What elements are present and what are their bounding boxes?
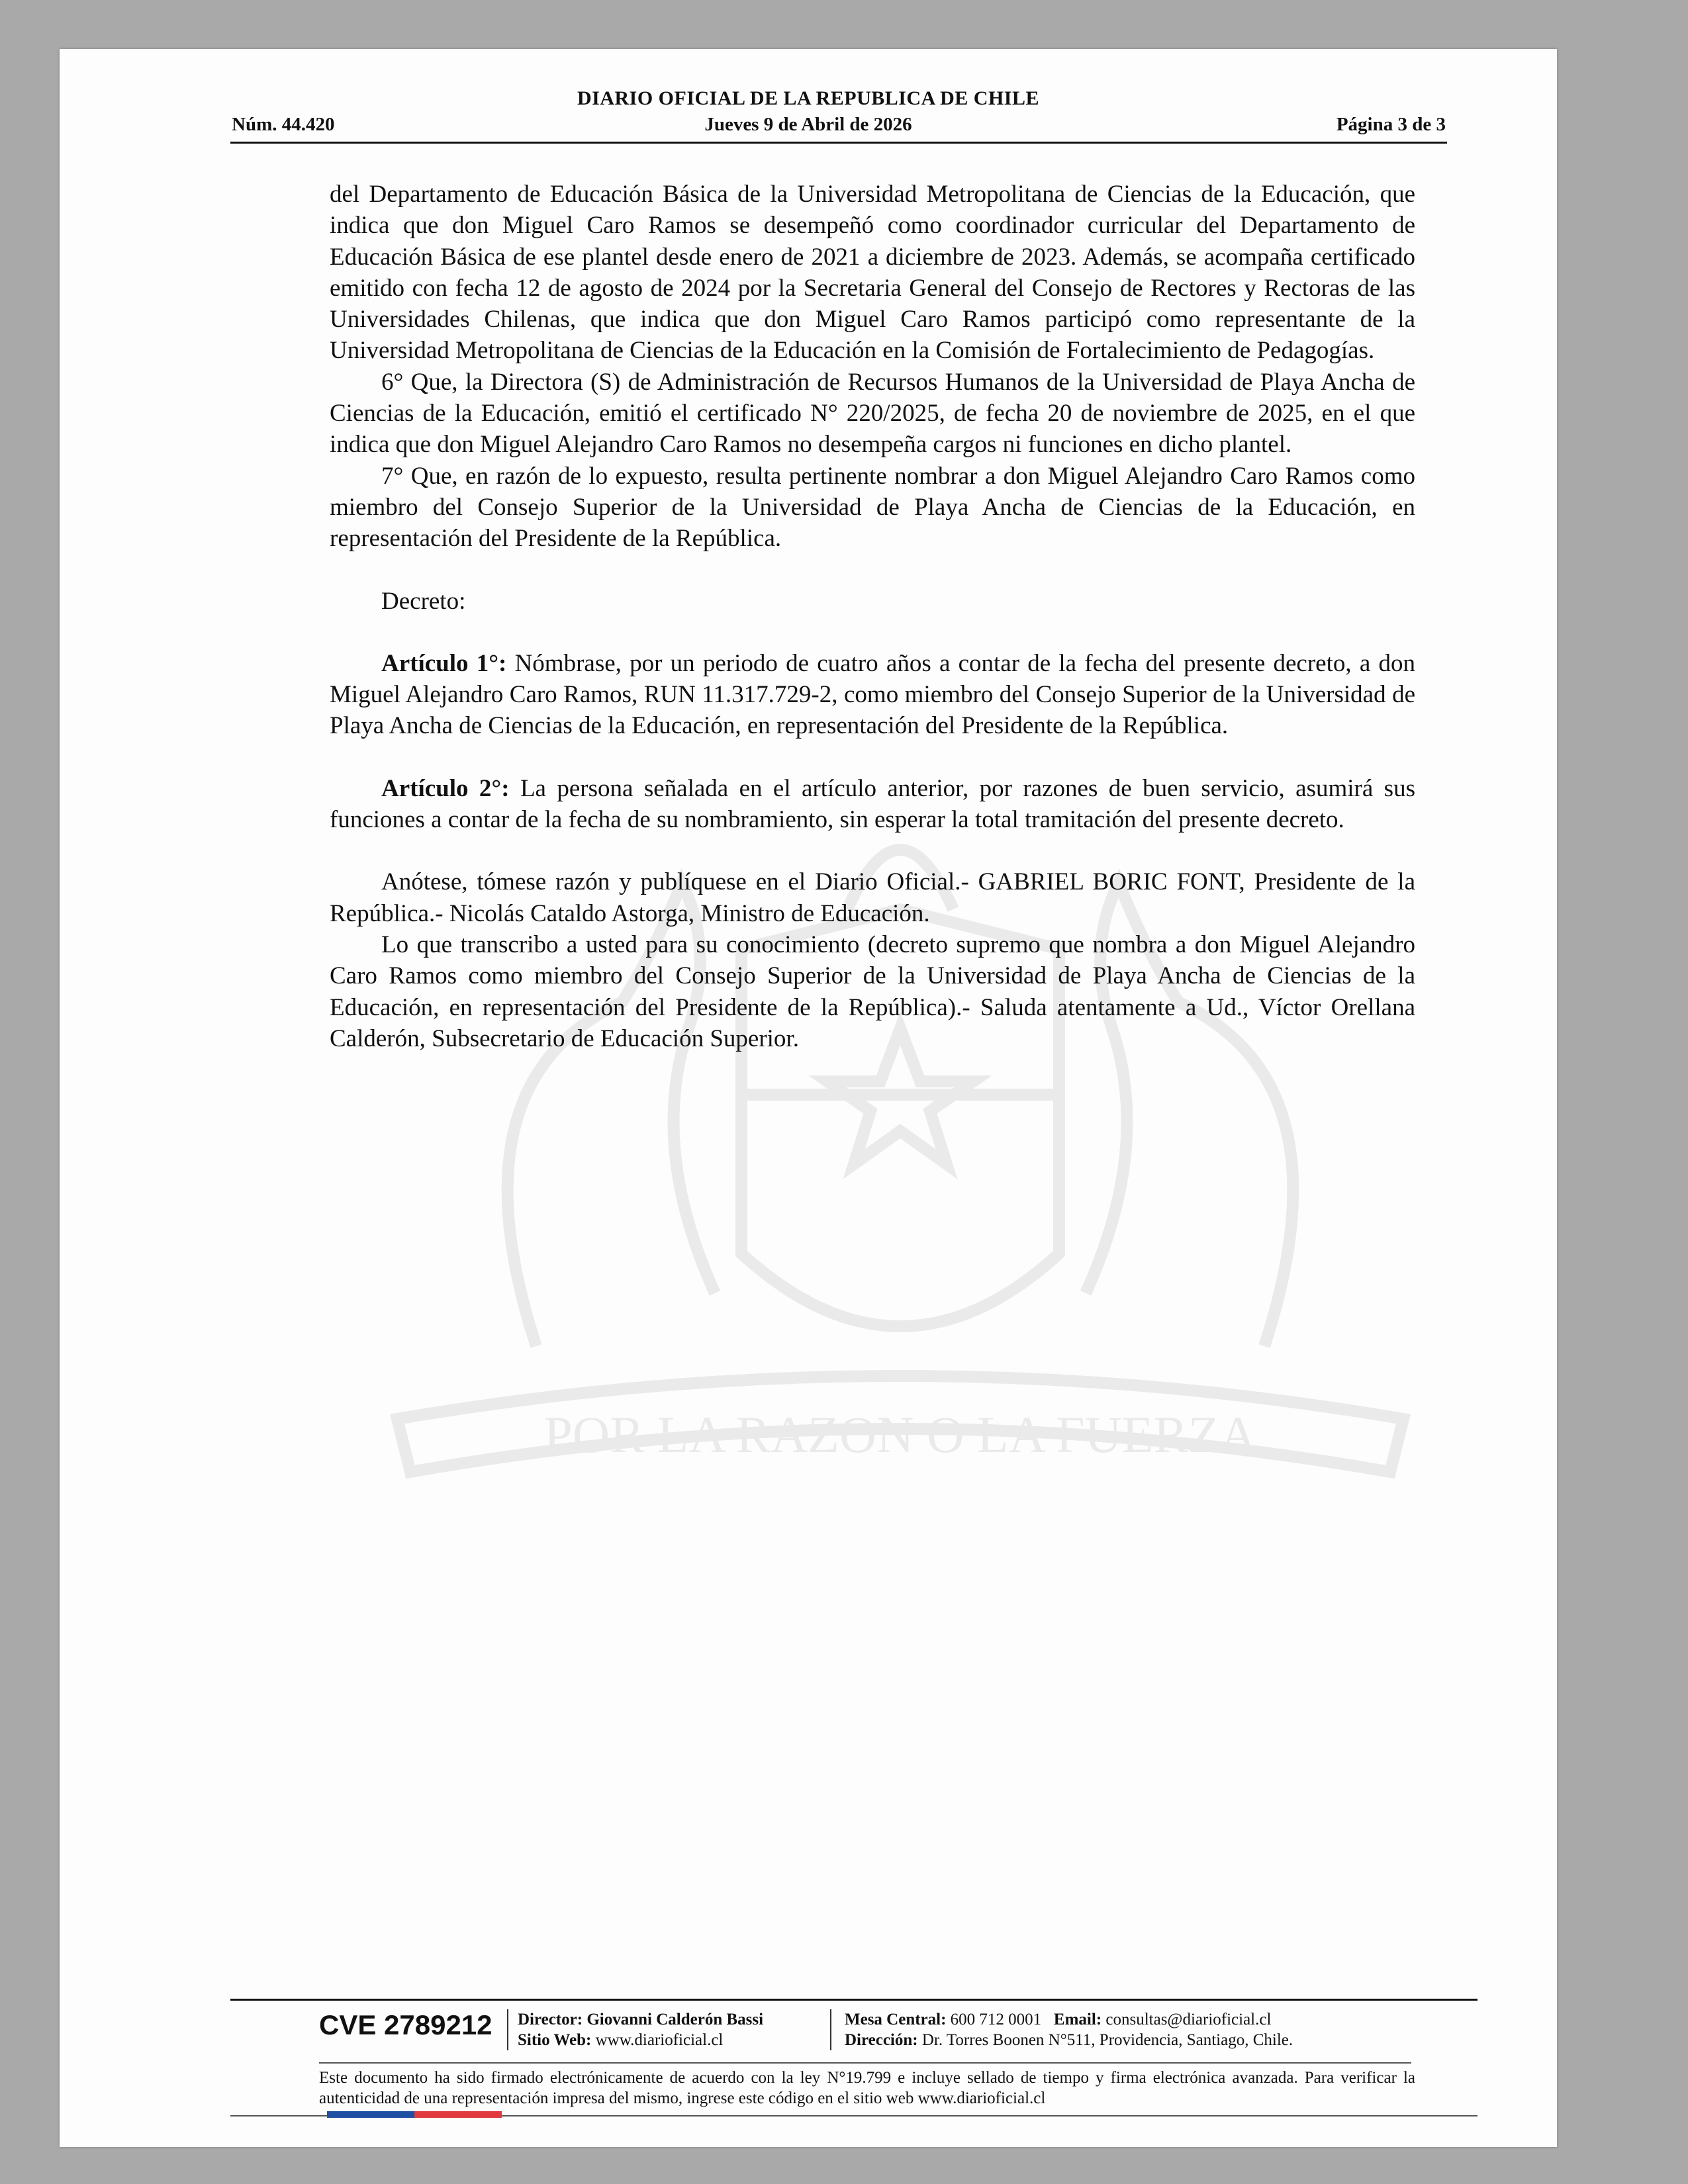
article-1-text: Nómbrase, por un periodo de cuatro años a contar de la fecha del presente decreto, a don Miguel Alejandro Caro Ramos, RUN 11.317.729-2, como miembro del Consejo Superior de la Universidad de Playa Ancha de Ciencias de la Educación, en representación del Presidente de la República. — [330, 649, 1415, 740]
paragraph-anotese: Anótese, tómese razón y publíquese en el Diario Oficial.- GABRIEL BORIC FONT, Presidente de la República.- Nicolás Cataldo Astorga, Ministro de Educación. — [330, 868, 1415, 927]
article-1-label: Artículo 1°: — [381, 649, 507, 677]
decree-body — [330, 179, 1415, 1054]
mesa-value: 600 712 0001 — [950, 2011, 1042, 2028]
paragraph-considerando-6: 6° Que, la Directora (S) de Administración de Recursos Humanos de la Universidad de Playa Ancha de Ciencias de la Educación, emitió el certificado N° 220/2025, de fecha 20 de noviembre de 2025, en el que indica que don Miguel Alejandro Caro Ramos no desempeña cargos ni funciones en dicho plantel. — [330, 368, 1415, 459]
footer-divider-mid — [319, 2062, 1411, 2064]
decreto-heading: Decreto: — [381, 587, 466, 615]
article-2 — [330, 773, 1415, 836]
mesa-label: Mesa Central: — [845, 2011, 947, 2028]
website-label: Sitio Web: — [518, 2031, 592, 2049]
footer-director-block — [518, 2009, 763, 2050]
watermark-motto: POR LA RAZON O LA FUERZA — [543, 1406, 1257, 1463]
footer-separator — [830, 2009, 831, 2050]
document-page — [60, 49, 1557, 2147]
email-link[interactable]: consultas@diarioficial.cl — [1105, 2011, 1272, 2028]
article-1 — [330, 648, 1415, 742]
article-2-label: Artículo 2°: — [381, 774, 510, 802]
page-indicator: Página 3 de 3 — [1336, 114, 1446, 135]
cve-code: CVE 2789212 — [319, 2009, 492, 2040]
electronic-signature-note: Este documento ha sido firmado electrónicamente de acuerdo con la ley N°19.799 e incluye sellado de tiempo y firma electrónica avanzada. Para verificar la autenticidad de una representación impresa del mismo, ingrese este código en el sitio web www.diarioficial.cl — [319, 2069, 1415, 2107]
director-label: Director: — [518, 2011, 583, 2028]
direccion-value: Dr. Torres Boonen N°511, Providencia, Santiago, Chile. — [921, 2031, 1293, 2049]
footer-contact-block — [845, 2009, 1293, 2050]
direccion-label: Dirección: — [845, 2031, 918, 2049]
flag-stripe-blue — [327, 2111, 414, 2118]
paragraph-transcribo: Lo que transcribo a usted para su conocimiento (decreto supremo que nombra a don Miguel Alejandro Caro Ramos como miembro del Consejo Superior de la Universidad de Playa Ancha de Ciencias de la Educación, en representación del Presidente de la República).- Saluda atentamente a Ud., Víctor Orellana Calderón, Subsecretario de Educación Superior. — [330, 931, 1415, 1052]
gazette-title: DIARIO OFICIAL DE LA REPUBLICA DE CHILE — [577, 87, 1039, 109]
paragraph-continuation: del Departamento de Educación Básica de la Universidad Metropolitana de Ciencias de la Educación, que indica que don Miguel Caro Ramos se desempeñó como coordinador curricular del Departamento de Educación Básica de ese plantel desde enero de 2021 a diciembre de 2023. Además, se acompaña certificado emitido con fecha 12 de agosto de 2024 por la Secretaria General del Consejo de Rectores y Rectoras de las Universidades Chilenas, que indica que don Miguel Caro Ramos participó como representante de la Universidad Metropolitana de Ciencias de la Educación en la Comisión de Fortalecimiento de Pedagogías. — [330, 181, 1415, 365]
paragraph-considerando-7: 7° Que, en razón de lo expuesto, resulta pertinente nombrar a don Miguel Alejandro Caro Ramos como miembro del Consejo Superior de la Universidad de Playa Ancha de Ciencias de la Educación, en representación del Presidente de la República. — [330, 462, 1415, 553]
header-divider — [230, 142, 1447, 144]
footer-separator — [507, 2009, 508, 2050]
issue-date: Jueves 9 de Abril de 2026 — [704, 114, 912, 135]
issue-number: Núm. 44.420 — [232, 114, 335, 135]
flag-stripe-red — [414, 2111, 502, 2118]
website-link[interactable]: www.diarioficial.cl — [595, 2031, 724, 2049]
director-name: Giovanni Calderón Bassi — [586, 2011, 764, 2028]
footer-divider-top — [230, 1999, 1477, 2001]
email-label: Email: — [1053, 2011, 1102, 2028]
article-2-text: La persona señalada en el artículo anterior, por razones de buen servicio, asumirá sus funciones a contar de la fecha de su nombramiento, sin esperar la total tramitación del presente decreto. — [330, 774, 1415, 834]
